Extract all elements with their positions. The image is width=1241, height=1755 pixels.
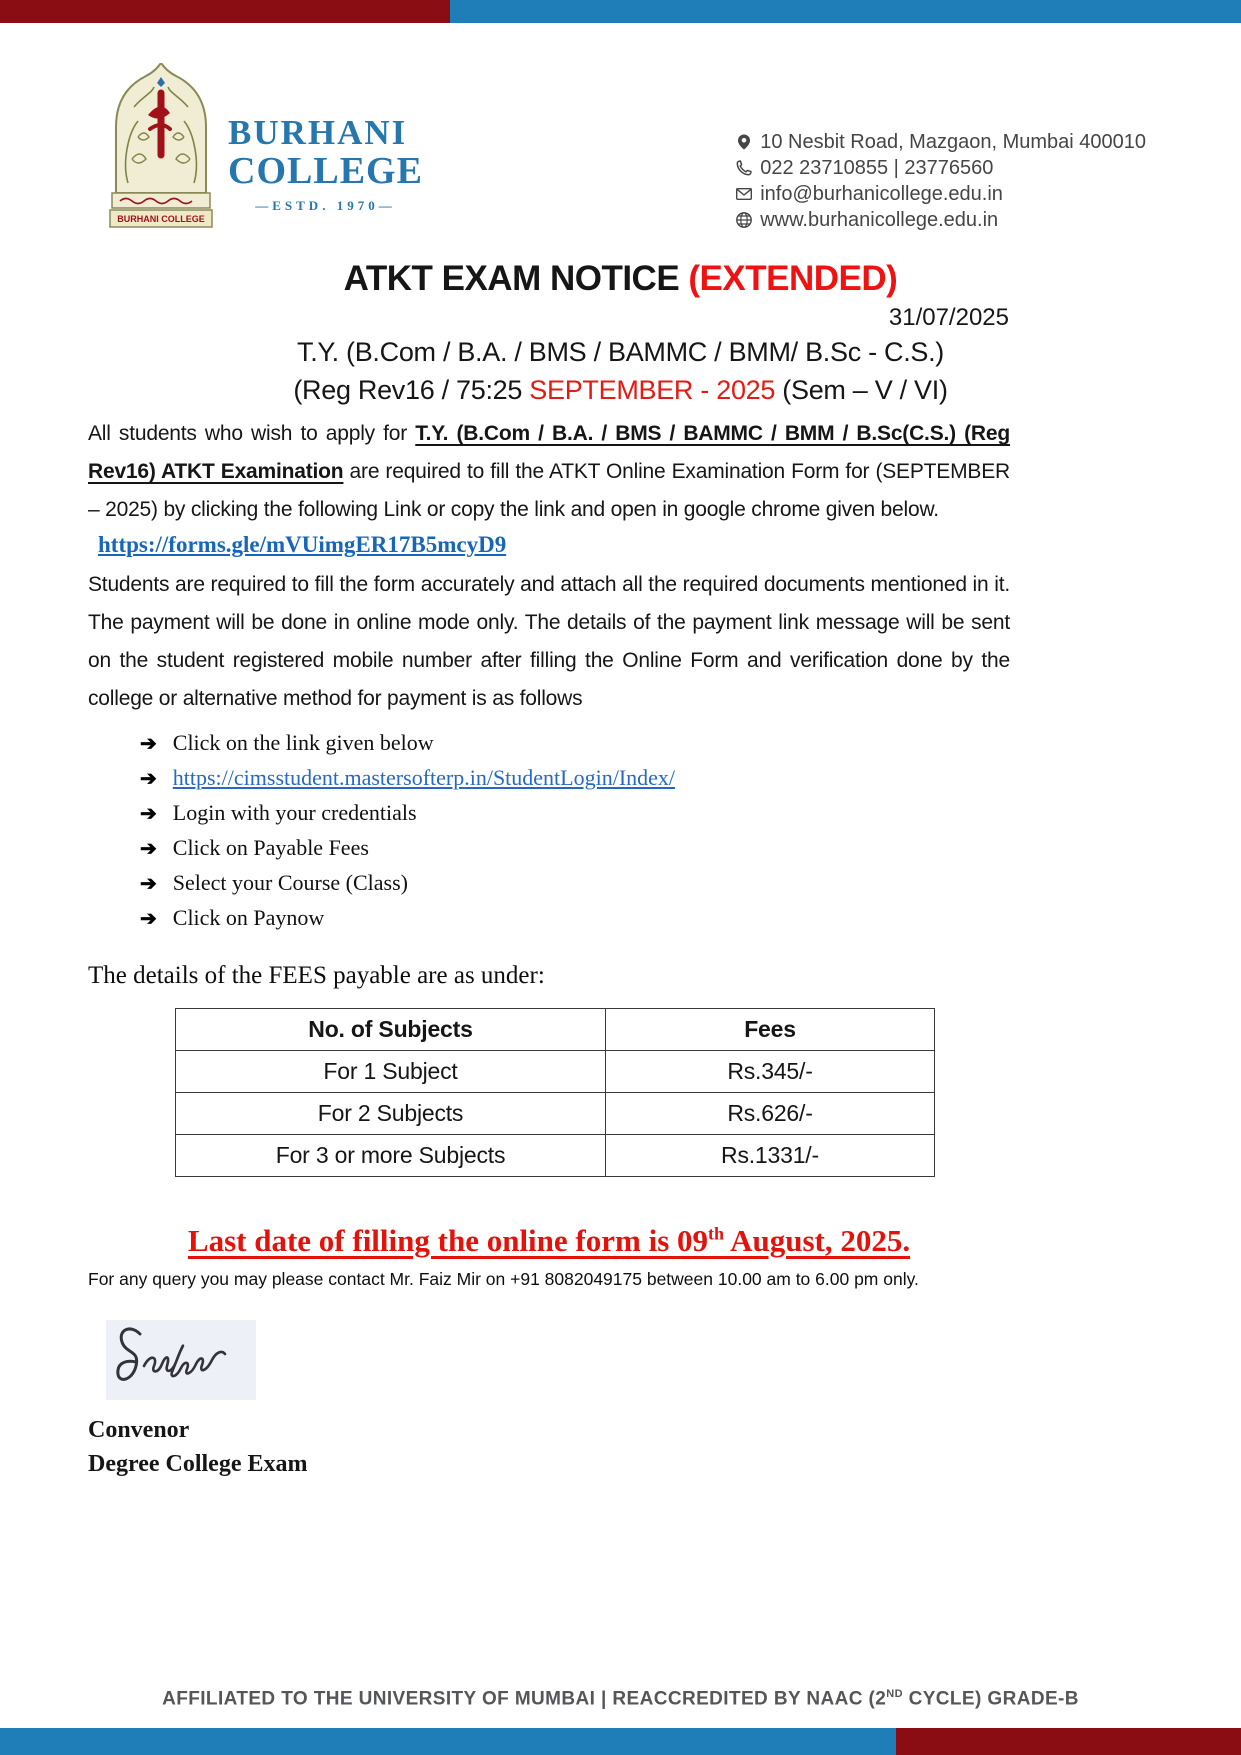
contact-website-row — [735, 207, 1146, 233]
step-text: Click on the link given below — [172, 730, 434, 755]
arrow-right-icon: ➔ — [140, 768, 157, 790]
envelope-icon — [735, 185, 753, 203]
intro-pre: All students who wish to apply for — [88, 422, 416, 445]
last-date-main: Last date of filling the online form is 09 — [187, 1223, 709, 1258]
step-text: Click on Payable Fees — [172, 835, 369, 860]
contact-website: www.burhanicollege.edu.in — [760, 209, 999, 231]
arrow-right-icon: ➔ — [140, 803, 157, 825]
last-date-tail: August, 2025. — [724, 1223, 911, 1258]
step-text: Login with your credentials — [172, 800, 417, 825]
contact-phone-row — [735, 155, 1146, 181]
list-item — [140, 901, 1241, 936]
step-text: Select your Course (Class) — [172, 870, 408, 895]
fees-heading: The details of the FEES payable are as under: — [88, 962, 545, 989]
affiliation-line — [0, 1688, 1241, 1710]
intro-exam-name: T.Y. (B.Com / B.A. / BMS / BAMMC / BMM / B.Sc(C.S.) (Reg Rev16) ATKT Examination — [88, 422, 1010, 483]
college-name — [228, 63, 423, 233]
globe-icon — [735, 211, 753, 229]
cell-subjects: For 3 or more Subjects — [176, 1135, 606, 1177]
table-row — [176, 1135, 935, 1177]
contact-email: info@burhanicollege.edu.in — [760, 183, 1003, 205]
reg-line-september: SEPTEMBER - 2025 — [529, 375, 776, 405]
cell-subjects: For 1 Subject — [176, 1051, 606, 1093]
reg-line-post: (Sem – V / VI) — [775, 375, 948, 405]
step-text: Click on Paynow — [172, 905, 325, 930]
contact-address-row — [735, 129, 1146, 155]
contact-email-row — [735, 181, 1146, 207]
google-form-link[interactable]: https://forms.gle/mVUimgER17B5mcyD9 — [98, 532, 507, 557]
list-item — [140, 831, 1241, 866]
college-name-line2: COLLEGE — [228, 150, 423, 192]
phone-icon — [735, 159, 753, 177]
notice-title-black: ATKT EXAM NOTICE — [343, 259, 689, 298]
table-header-row — [176, 1009, 935, 1051]
fees-table — [175, 1008, 935, 1177]
signature-image — [106, 1320, 256, 1400]
arrow-right-icon: ➔ — [140, 908, 157, 930]
signatory-department: Degree College Exam — [88, 1451, 308, 1477]
arrow-right-icon: ➔ — [140, 733, 157, 755]
list-item — [140, 796, 1241, 831]
last-date-line — [88, 1223, 1010, 1259]
contact-address: 10 Nesbit Road, Mazgaon, Mumbai 400010 — [760, 131, 1146, 153]
cell-fees: Rs.626/- — [606, 1093, 935, 1135]
bottom-accent-bar — [0, 1728, 1241, 1755]
cell-fees: Rs.345/- — [606, 1051, 935, 1093]
table-row — [176, 1051, 935, 1093]
column-header-fees: Fees — [606, 1009, 935, 1051]
list-item — [140, 866, 1241, 901]
college-logo-icon — [108, 63, 214, 229]
payment-paragraph: Students are required to fill the form accurately and attach all the required documents mentioned in it. The payment will be done in online mode only. The details of the payment link message will be sent on the student registered mobile number after filling the Online Form and verification done by the college or alternative method for payment is as follows — [88, 573, 1010, 710]
payment-steps-list — [140, 726, 1241, 936]
bottom-bar-blue-segment — [0, 1728, 896, 1755]
signatory-title: Convenor — [88, 1417, 190, 1443]
location-pin-icon — [735, 133, 753, 151]
college-name-line1: BURHANI — [228, 113, 408, 152]
arrow-right-icon: ➔ — [140, 838, 157, 860]
reg-line-pre: (Reg Rev16 / 75:25 — [293, 375, 530, 405]
affiliation-post: CYCLE) GRADE-B — [902, 1688, 1079, 1709]
notice-title-extended: (EXTENDED) — [688, 259, 898, 298]
college-estd: —ESTD. 1970— — [255, 198, 396, 213]
affiliation-pre: AFFILIATED TO THE UNIVERSITY OF MUMBAI | REACCREDITED BY NAAC (2 — [162, 1688, 887, 1709]
reg-line — [0, 374, 1241, 407]
bottom-bar-red-segment — [896, 1728, 1241, 1755]
letterhead — [108, 63, 1146, 233]
intro-paragraph — [88, 415, 1010, 529]
logo-banner-text: BURHANI COLLEGE — [117, 214, 205, 224]
course-line: T.Y. (B.Com / B.A. / BMS / BAMMC / BMM/ B.Sc - C.S.) — [297, 337, 944, 367]
last-date-ordinal: th — [708, 1223, 725, 1244]
notice-title — [0, 259, 1241, 299]
contact-block — [735, 129, 1146, 233]
cims-student-login-link[interactable]: https://cimsstudent.mastersofterp.in/StudentLogin/Index/ — [172, 765, 676, 790]
list-item — [140, 726, 1241, 761]
last-date-text — [188, 1223, 910, 1258]
cell-subjects: For 2 Subjects — [176, 1093, 606, 1135]
contact-phone: 022 23710855 | 23776560 — [760, 157, 994, 179]
top-bar-red-segment — [0, 0, 450, 23]
college-branding — [108, 63, 423, 233]
cell-fees: Rs.1331/- — [606, 1135, 935, 1177]
affiliation-ordinal: ND — [886, 1687, 903, 1700]
arrow-right-icon: ➔ — [140, 873, 157, 895]
column-header-subjects: No. of Subjects — [176, 1009, 606, 1051]
intro-post: are required to fill the ATKT Online Examination Form for (SEPTEMBER – 2025) by clicking the following Link or copy the link and open in google chrome given below. — [88, 460, 1010, 521]
query-contact-line: For any query you may please contact Mr. Faiz Mir on +91 8082049175 between 10.00 am to 6.00 pm only. — [88, 1269, 919, 1289]
top-accent-bar — [0, 0, 1241, 23]
notice-date: 31/07/2025 — [888, 304, 1009, 331]
table-row — [176, 1093, 935, 1135]
top-bar-blue-segment — [450, 0, 1241, 23]
list-item — [140, 761, 1241, 796]
